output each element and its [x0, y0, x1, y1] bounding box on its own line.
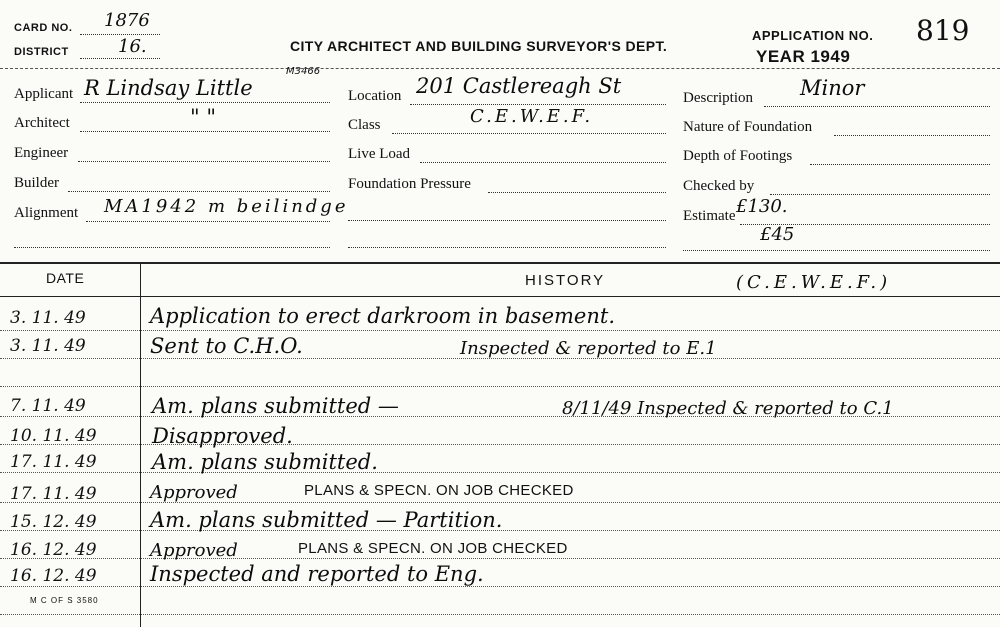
architect-label: Architect: [14, 115, 70, 131]
history-class-note: (C.E.W.E.F.): [736, 272, 892, 293]
engineer-line: [78, 161, 330, 162]
history-date: 7. 11. 49: [10, 396, 86, 416]
application-number: 819: [916, 14, 970, 47]
history-date: 16. 12. 49: [10, 540, 97, 560]
class-value: C.E.W.E.F.: [470, 106, 594, 127]
description-line: [764, 106, 990, 107]
live-load-label: Live Load: [348, 146, 411, 162]
applicant-label: Applicant: [14, 86, 74, 102]
history-text: Am. plans submitted — Partition.: [150, 508, 503, 532]
history-date: 17. 11. 49: [10, 484, 97, 504]
location-value: 201 Castlereagh St: [416, 74, 622, 98]
blank-line-middle-2: [348, 247, 666, 248]
form-code: M C OF S 3580: [30, 596, 99, 605]
history-date: 17. 11. 49: [10, 452, 97, 472]
estimate-value-1: £130.: [736, 196, 788, 217]
architect-line: [80, 131, 330, 132]
card-no-label: CARD NO.: [14, 22, 73, 34]
dept-title: CITY ARCHITECT AND BUILDING SURVEYOR'S DEPT.: [290, 38, 668, 54]
blank-line-left: [14, 247, 330, 248]
history-text: Sent to C.H.O.: [150, 334, 303, 358]
history-text: Approved: [150, 482, 238, 503]
foundation-pressure-label: Foundation Pressure: [348, 176, 471, 192]
history-extra: 8/11/49 Inspected & reported to C.1: [562, 398, 894, 419]
history-row-rule: [0, 386, 1000, 387]
alignment-line: [86, 221, 330, 222]
margin-note: M3466: [286, 66, 321, 77]
history-text: Am. plans submitted —: [152, 394, 399, 418]
checked-by-label: Checked by: [683, 178, 755, 194]
history-stamp: PLANS & SPECN. ON JOB CHECKED: [298, 540, 568, 557]
year-label: YEAR 1949: [756, 47, 851, 66]
history-row-rule: [0, 586, 1000, 587]
card-no-value: 1876: [104, 10, 150, 31]
district-label: DISTRICT: [14, 46, 69, 58]
live-load-line: [420, 162, 666, 163]
foundation-pressure-line: [488, 192, 666, 193]
history-row-rule: [0, 614, 1000, 615]
class-label: Class: [348, 117, 381, 133]
depth-of-footings-line: [810, 164, 990, 165]
class-line: [392, 133, 666, 134]
applicant-line: [80, 102, 330, 103]
blank-line-middle-1: [348, 220, 666, 221]
history-column-header: HISTORY: [525, 272, 606, 289]
alignment-label: Alignment: [14, 205, 79, 221]
builder-line: [68, 191, 330, 192]
nature-of-foundation-line: [834, 135, 990, 136]
history-date: 16. 12. 49: [10, 566, 97, 586]
header-rule: [0, 68, 1000, 69]
history-stamp: PLANS & SPECN. ON JOB CHECKED: [304, 482, 574, 499]
history-row-rule: [0, 444, 1000, 445]
description-value: Minor: [800, 76, 865, 100]
history-text: Approved: [150, 540, 238, 561]
checked-by-line: [770, 194, 990, 195]
history-text: Application to erect darkroom in basement.: [150, 304, 615, 328]
builder-label: Builder: [14, 175, 59, 191]
nature-of-foundation-label: Nature of Foundation: [683, 119, 813, 135]
district-value: 16.: [118, 36, 147, 57]
history-text: Disapproved.: [152, 424, 293, 448]
history-row-rule: [0, 330, 1000, 331]
engineer-label: Engineer: [14, 145, 69, 161]
depth-of-footings-label: Depth of Footings: [683, 148, 793, 164]
history-header-rule: [0, 296, 1000, 297]
history-date: 3. 11. 49: [10, 336, 86, 356]
card-no-line: [80, 34, 160, 35]
estimate-label: Estimate: [683, 208, 736, 224]
history-date: 10. 11. 49: [10, 426, 97, 446]
architect-value: " ": [190, 105, 216, 129]
district-line: [80, 58, 160, 59]
location-line: [410, 104, 666, 105]
alignment-value: MA1942 m beilindge: [104, 196, 349, 217]
location-label: Location: [348, 88, 402, 104]
history-date: 15. 12. 49: [10, 512, 97, 532]
estimate-value-2: £45: [760, 224, 795, 245]
history-top-rule: [0, 262, 1000, 264]
date-column-header: DATE: [46, 270, 85, 286]
applicant-value: R Lindsay Little: [84, 76, 253, 100]
history-text: Inspected and reported to Eng.: [150, 562, 484, 586]
history-date: 3. 11. 49: [10, 308, 86, 328]
history-text: Am. plans submitted.: [152, 450, 378, 474]
history-extra: Inspected & reported to E.1: [460, 338, 717, 359]
blank-line-right: [683, 250, 990, 251]
description-label: Description: [683, 90, 753, 106]
application-label: APPLICATION NO.: [752, 28, 874, 43]
history-row-rule: [0, 472, 1000, 473]
